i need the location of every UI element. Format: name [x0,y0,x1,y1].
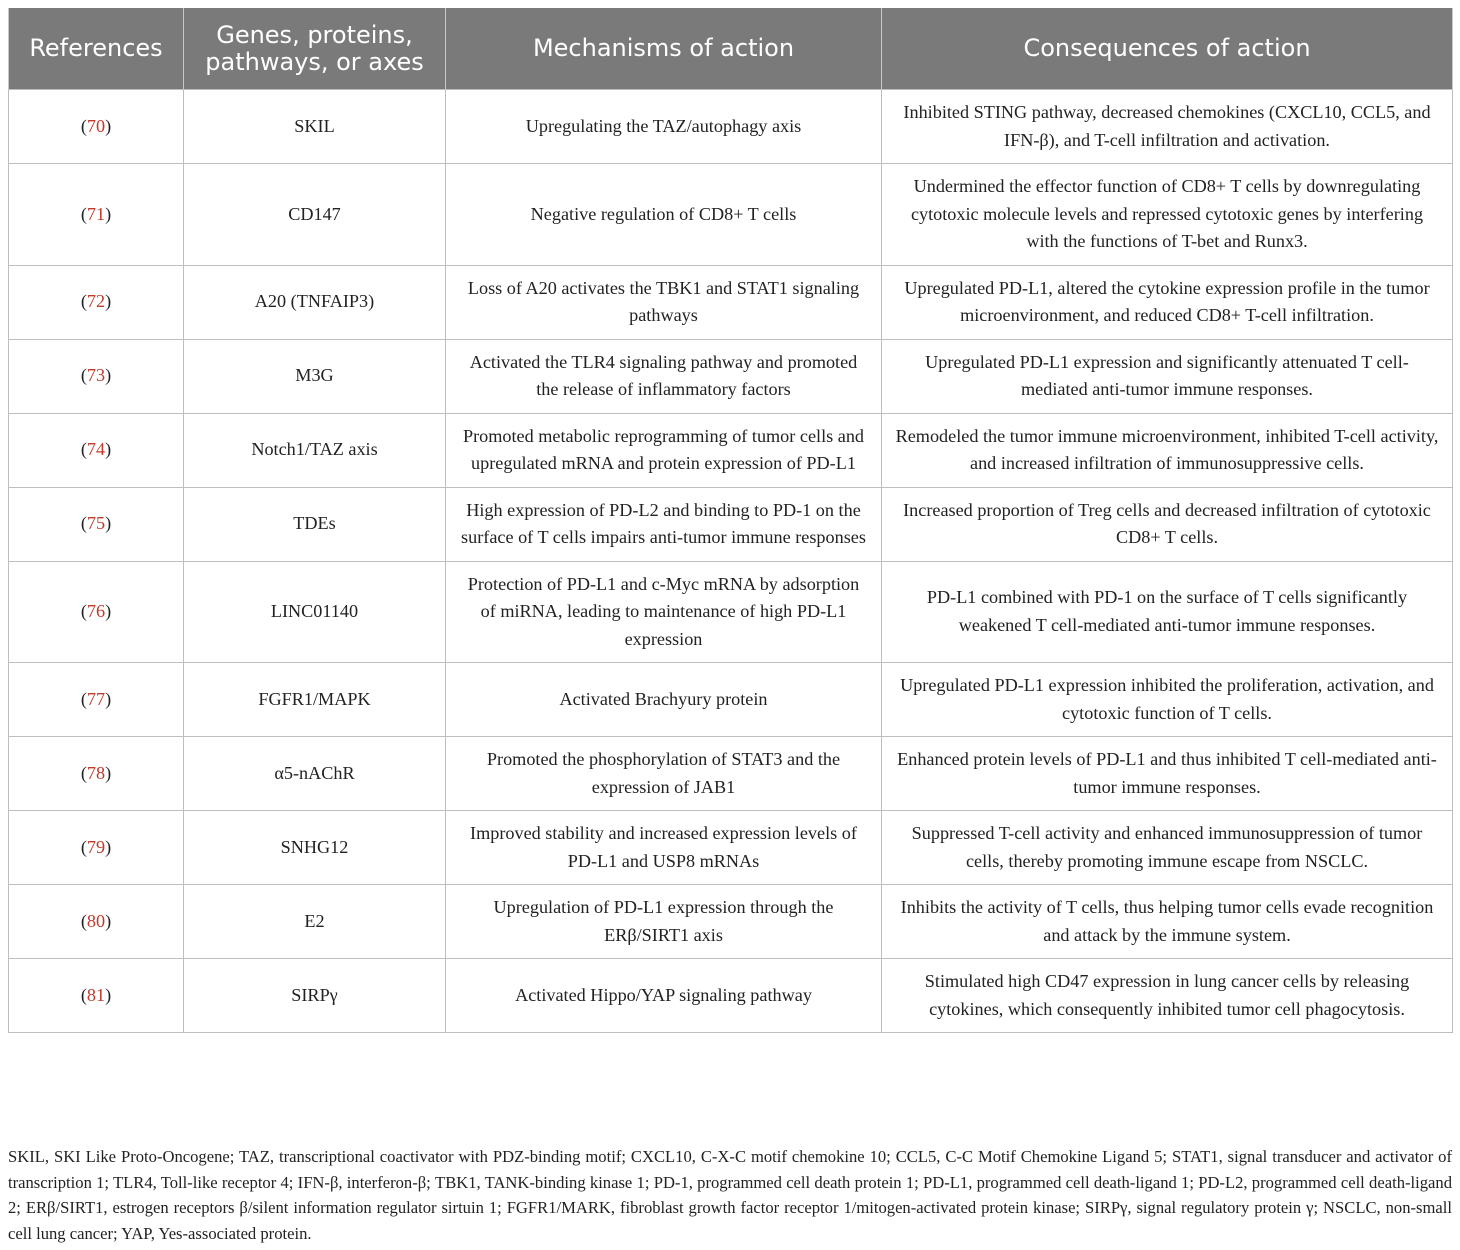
table-row [9,339,1453,413]
reference-link[interactable]: 73 [86,365,106,386]
table-footnote: SKIL, SKI Like Proto-Oncogene; TAZ, transcriptional coactivator with PDZ-binding motif; CXCL10, C-X-C motif chemokine 10; CCL5, C-C Motif Chemokine Ligand 5; STAT1, signal transducer and activator of transcription 1; TLR4, Toll-like receptor 4; IFN-β, interferon-β; TBK1, TANK-binding kinase 1; PD-1, programmed cell death protein 1; PD-L1, programmed cell death-ligand 1; PD-L2, programmed cell death-ligand 2; ERβ/SIRT1, estrogen receptors β/silent information regulator sirtuin 1; FGFR1/MARK, fibroblast growth factor receptor 1/mitogen-activated protein kinase; SIRPγ, signal regulatory protein γ; NSCLC, non-small cell lung cancer; YAP, Yes-associated protein. [8,1147,1452,1243]
cell-gene: CD147 [184,164,446,266]
cell-gene: SKIL [184,90,446,164]
reference-link[interactable]: 77 [86,688,106,709]
cell-mechanism: Improved stability and increased expression levels of PD-L1 and USP8 mRNAs [446,811,882,885]
cell-consequence: Upregulated PD-L1 expression inhibited the proliferation, activation, and cytotoxic function of T cells. [882,663,1453,737]
table-row [9,487,1453,561]
cell-consequence: Enhanced protein levels of PD-L1 and thus inhibited T cell-mediated anti-tumor immune responses. [882,737,1453,811]
cell-reference: (77) [9,663,184,737]
reference-link[interactable]: 74 [86,439,106,460]
cell-reference: (79) [9,811,184,885]
cell-reference: (72) [9,265,184,339]
cell-reference: (75) [9,487,184,561]
header-mechanisms: Mechanisms of action [446,8,882,90]
cell-mechanism: Upregulation of PD-L1 expression through the ERβ/SIRT1 axis [446,885,882,959]
cell-reference: (78) [9,737,184,811]
cell-mechanism: High expression of PD-L2 and binding to PD-1 on the surface of T cells impairs anti-tumor immune responses [446,487,882,561]
header-consequences: Consequences of action [882,8,1453,90]
cell-consequence: Inhibits the activity of T cells, thus helping tumor cells evade recognition and attack by the immune system. [882,885,1453,959]
cell-consequence: PD-L1 combined with PD-1 on the surface of T cells significantly weakened T cell-mediated anti-tumor immune responses. [882,561,1453,663]
table-container [8,8,1452,1033]
reference-link[interactable]: 81 [86,984,106,1005]
data-table [8,8,1453,1033]
cell-gene: SNHG12 [184,811,446,885]
cell-reference: (73) [9,339,184,413]
cell-reference: (70) [9,90,184,164]
reference-link[interactable]: 76 [86,601,106,621]
cell-reference: (74) [9,413,184,487]
cell-reference: (71) [9,164,184,266]
table-row [9,737,1453,811]
cell-consequence: Undermined the effector function of CD8+ T cells by downregulating cytotoxic molecule levels and repressed cytotoxic genes by interfering with the functions of T-bet and Runx3. [882,164,1453,266]
cell-gene: M3G [184,339,446,413]
cell-consequence: Upregulated PD-L1, altered the cytokine expression profile in the tumor microenvironment, and reduced CD8+ T-cell infiltration. [882,265,1453,339]
cell-gene: A20 (TNFAIP3) [184,265,446,339]
cell-reference: (80) [9,885,184,959]
table-row [9,164,1453,266]
table-body [9,90,1453,1033]
cell-mechanism: Loss of A20 activates the TBK1 and STAT1 signaling pathways [446,265,882,339]
reference-link[interactable]: 75 [86,513,106,534]
cell-consequence: Remodeled the tumor immune microenvironment, inhibited T-cell activity, and increased infiltration of immunosuppressive cells. [882,413,1453,487]
cell-mechanism: Upregulating the TAZ/autophagy axis [446,90,882,164]
cell-gene: LINC01140 [184,561,446,663]
cell-mechanism: Activated the TLR4 signaling pathway and promoted the release of inflammatory factors [446,339,882,413]
table-row [9,885,1453,959]
table-row [9,90,1453,164]
cell-gene: TDEs [184,487,446,561]
cell-gene: α5-nAChR [184,737,446,811]
reference-link[interactable]: 78 [86,762,106,783]
table-row [9,413,1453,487]
cell-consequence: Increased proportion of Treg cells and decreased infiltration of cytotoxic CD8+ T cells. [882,487,1453,561]
cell-mechanism: Promoted metabolic reprogramming of tumor cells and upregulated mRNA and protein expression of PD-L1 [446,413,882,487]
cell-consequence: Suppressed T-cell activity and enhanced immunosuppression of tumor cells, thereby promoting immune escape from NSCLC. [882,811,1453,885]
header-genes: Genes, proteins, pathways, or axes [184,8,446,90]
table-row [9,561,1453,663]
table-row [9,959,1453,1033]
cell-gene: FGFR1/MAPK [184,663,446,737]
reference-link[interactable]: 72 [86,291,106,312]
table-row [9,811,1453,885]
cell-reference: (76) [9,561,184,663]
reference-link[interactable]: 71 [86,203,106,224]
table-row [9,265,1453,339]
cell-gene: Notch1/TAZ axis [184,413,446,487]
cell-consequence: Upregulated PD-L1 expression and significantly attenuated T cell-mediated anti-tumor immune responses. [882,339,1453,413]
table-row [9,663,1453,737]
cell-gene: E2 [184,885,446,959]
reference-link[interactable]: 79 [86,836,106,857]
reference-link[interactable]: 70 [86,115,106,136]
cell-mechanism: Negative regulation of CD8+ T cells [446,164,882,266]
reference-link[interactable]: 80 [86,910,106,931]
cell-gene: SIRPγ [184,959,446,1033]
cell-mechanism: Activated Hippo/YAP signaling pathway [446,959,882,1033]
cell-consequence: Inhibited STING pathway, decreased chemokines (CXCL10, CCL5, and IFN-β), and T-cell infiltration and activation. [882,90,1453,164]
cell-reference: (81) [9,959,184,1033]
header-references: References [9,8,184,90]
table-header-row [9,8,1453,90]
cell-mechanism: Protection of PD-L1 and c-Myc mRNA by adsorption of miRNA, leading to maintenance of high PD-L1 expression [446,561,882,663]
cell-mechanism: Promoted the phosphorylation of STAT3 and the expression of JAB1 [446,737,882,811]
cell-consequence: Stimulated high CD47 expression in lung cancer cells by releasing cytokines, which consequently inhibited tumor cell phagocytosis. [882,959,1453,1033]
cell-mechanism: Activated Brachyury protein [446,663,882,737]
